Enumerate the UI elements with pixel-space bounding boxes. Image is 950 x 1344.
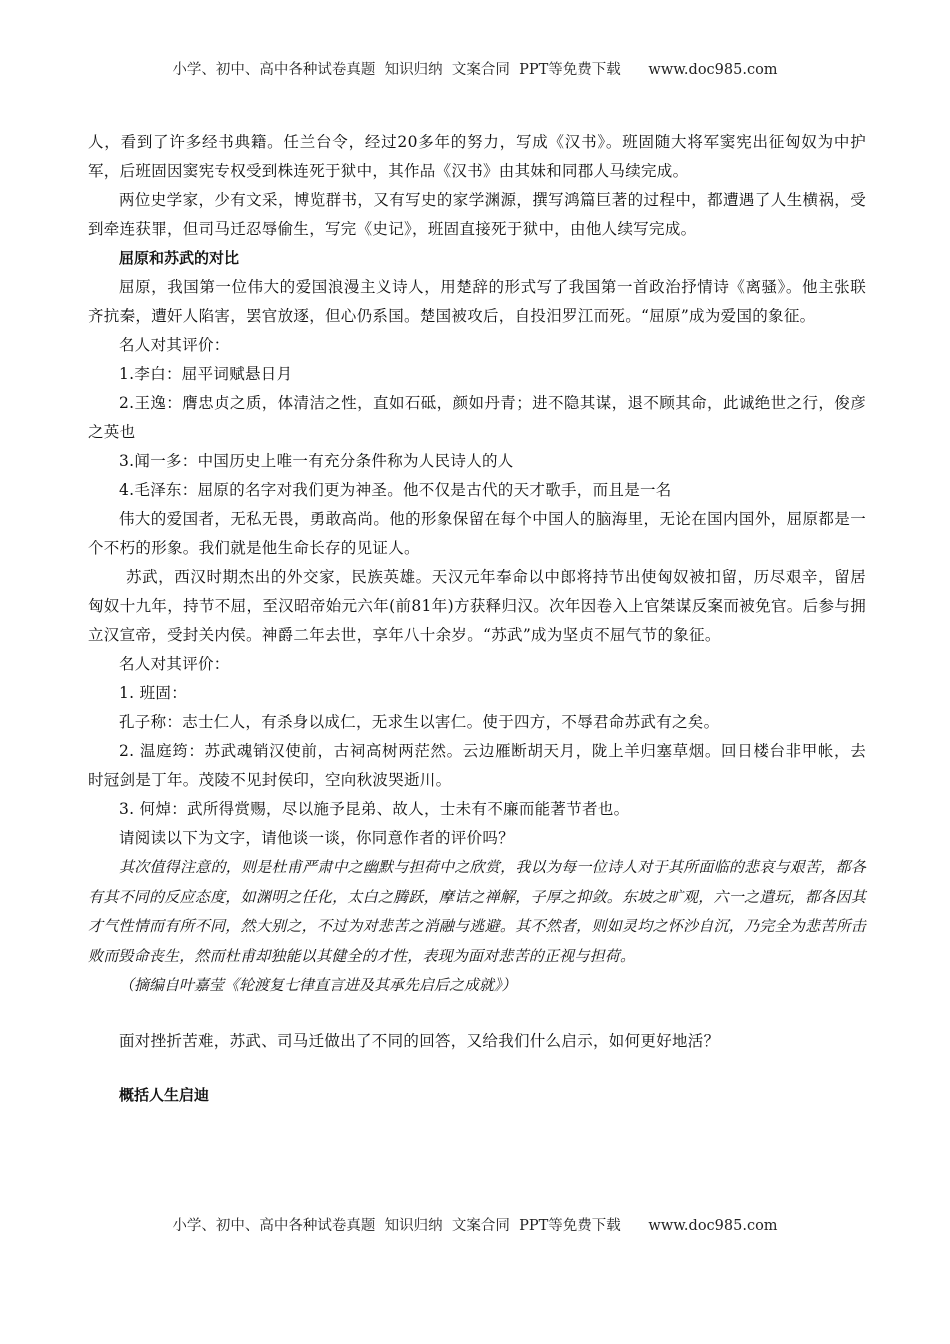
list-item-wang-yi: 2.王逸：膺忠贞之质，体清洁之性，直如石砥，颜如丹青；进不隐其谋，退不顾其命，此诚绝世之行，俊彦之英也: [88, 394, 866, 441]
quote-source: （摘编自叶嘉莹《轮渡复七律直言进及其承先启后之成就》）: [119, 976, 517, 994]
quoted-passage: 其次值得注意的，则是杜甫严肃中之幽默与担荷中之欣赏，我以为每一位诗人对于其所面临的悲哀与艰苦，都各有其不同的反应态度，如渊明之任化，太白之腾跃，摩诘之禅解，子厚之抑敛。东坡之旷观，六一之遣玩，都各因其才气性情而有所不同，然大别之，不过为对悲苦之消融与逃避。其不然者，则如灵均之怀沙自沉，乃完全为悲苦所击败而毁命丧生，然而杜甫却独能以其健全的才性，表现为面对悲苦的正视与担荷。: [88, 858, 866, 965]
list-item-wen-yiduo: 3.闻一多：中国历史上唯一有充分条件称为人民诗人的人: [119, 452, 514, 470]
paragraph-ban-gu-bio: 人，看到了许多经书典籍。任兰台令，经过20多年的努力，写成《汉书》。班固随大将军窦宪出征匈奴为中护军，后班固因窦宪专权受到株连死于狱中，其作品《汉书》由其妹和同郡人马续完成。: [88, 133, 866, 180]
list-item-wen-tingyun: 2. 温庭筠：苏武魂销汉使前，古祠高树两茫然。云边雁断胡天月，陇上羊归塞草烟。回日楼台非甲帐，去时冠剑是丁年。茂陵不见封侯印，空向秋波哭逝川。: [88, 742, 866, 789]
spacer: [88, 1056, 866, 1081]
list-item-ban-gu: 1. 班固：: [119, 684, 188, 702]
list-item-li-bai: 1.李白：屈平词赋悬日月: [119, 365, 293, 383]
paragraph-confucius-quote: 孔子称：志士仁人，有杀身以成仁，无求生以害仁。使于四方，不辱君命苏武有之矣。: [119, 713, 720, 731]
paragraph-suwu-bio: 苏武，西汉时期杰出的外交家，民族英雄。天汉元年奉命以中郎将持节出使匈奴被扣留，历尽艰辛，留居匈奴十九年，持节不屈，至汉昭帝始元六年(前81年)方获释归汉。次年因卷入上官桀谋反案而被免官。后参与拥立汉宣帝，受封关内侯。神爵二年去世，享年八十余岁。“苏武”成为坚贞不屈气节的象征。: [88, 568, 866, 644]
paragraph-evaluations-label: 名人对其评价：: [119, 336, 230, 354]
paragraph-quyuan-bio: 屈原，我国第一位伟大的爱国浪漫主义诗人，用楚辞的形式写了我国第一首政治抒情诗《离骚》。他主张联齐抗秦，遭奸人陷害，罢官放逐，但心仍系国。楚国被攻后，自投汨罗江而死。“屈原”成为爱国的象征。: [88, 278, 866, 325]
page-header: 小学、初中、高中各种试卷真题 知识归纳 文案合同 PPT等免费下载 www.doc985.com: [172, 62, 778, 78]
page-footer: 小学、初中、高中各种试卷真题 知识归纳 文案合同 PPT等免费下载 www.doc985.com: [172, 1218, 778, 1234]
paragraph-evaluations-label-2: 名人对其评价：: [119, 655, 230, 673]
list-item-mao-zedong: 4.毛泽东：屈原的名字对我们更为神圣。他不仅是古代的天才歌手，而且是一名: [119, 481, 672, 499]
list-item-he-zhuo: 3. 何焯：武所得赏赐，尽以施予昆弟、故人，士未有不廉而能著节者也。: [119, 800, 630, 818]
section-heading-quyuan-suwu: 屈原和苏武的对比: [119, 249, 240, 267]
paragraph-reading-prompt: 请阅读以下为文字，请他谈一谈，你同意作者的评价吗？: [119, 829, 515, 847]
paragraph-reflection-question: 面对挫折苦难，苏武、司马迁做出了不同的回答，又给我们什么启示，如何更好地活？: [119, 1032, 720, 1050]
paragraph-mao-continued: 伟大的爱国者，无私无畏，勇敢高尚。他的形象保留在每个中国人的脑海里，无论在国内国外，屈原都是一个不朽的形象。我们就是他生命长存的见证人。: [88, 510, 866, 557]
paragraph-historians-comparison: 两位史学家，少有文采，博览群书，又有写史的家学渊源，撰写鸿篇巨著的过程中，都遭遇了人生横祸，受到牵连获罪，但司马迁忍辱偷生，写完《史记》，班固直接死于狱中，由他人续写完成。: [88, 191, 866, 238]
spacer: [88, 1000, 866, 1027]
document-body: [88, 128, 866, 1110]
section-heading-life-inspiration: 概括人生启迪: [119, 1086, 210, 1104]
